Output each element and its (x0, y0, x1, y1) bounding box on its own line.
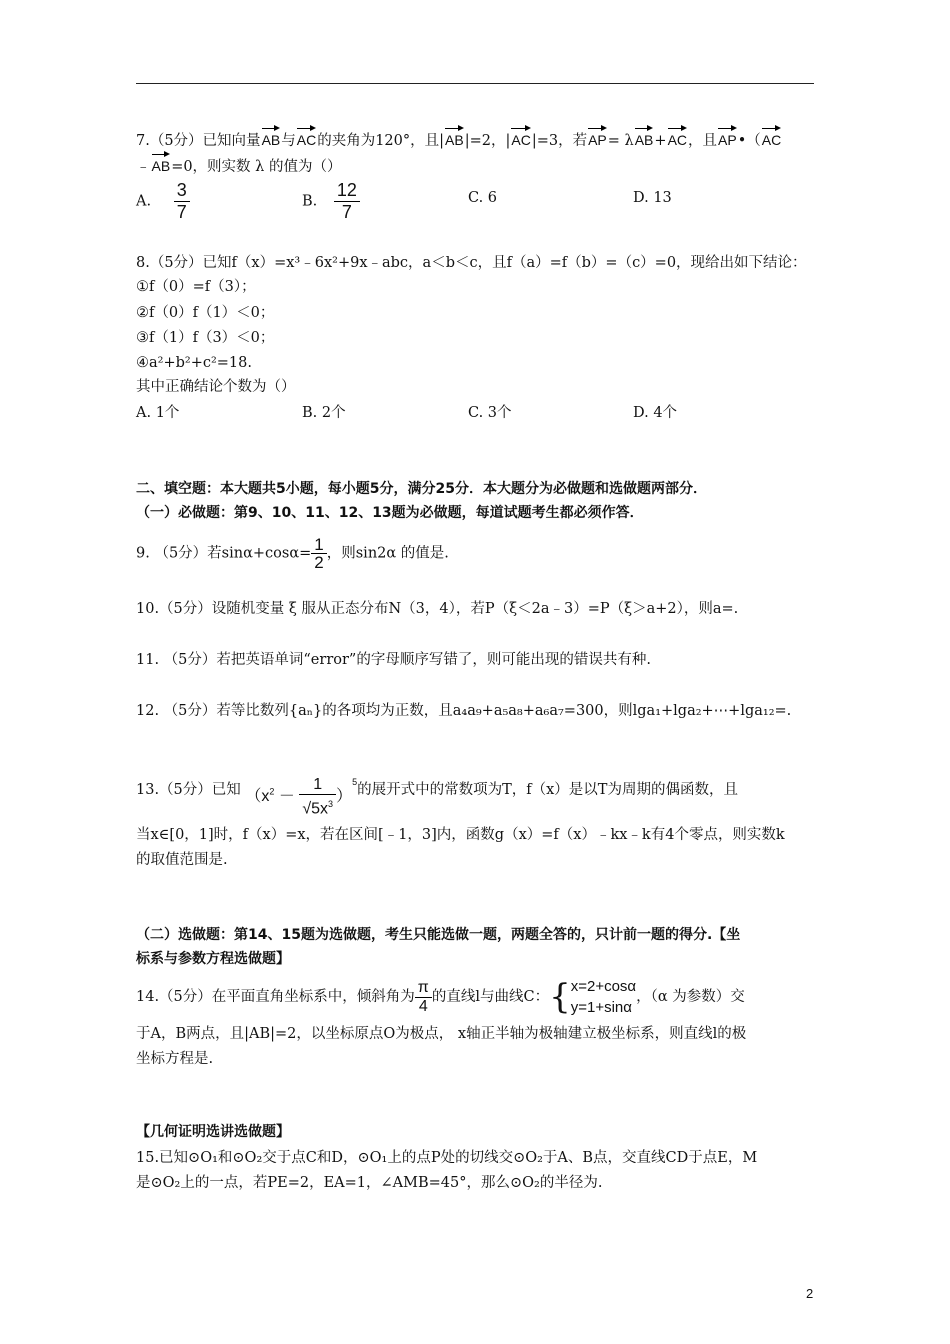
vector-ac: AC (762, 126, 781, 150)
vector-ap: AP (588, 126, 607, 150)
q8-option-c: C. 3个 (468, 405, 512, 421)
vector-ap: AP (718, 126, 737, 150)
vector-ac: AC (511, 126, 530, 150)
q7-option-d: D. 13 (633, 190, 672, 206)
expr-part: ） (336, 788, 353, 805)
exponent: 3 (328, 798, 334, 809)
q7-line2 (136, 152, 341, 177)
vector-ac: AC (297, 126, 316, 150)
q14-text: 的直线l与曲线C： (431, 989, 550, 1005)
q9-text: ，则sin2α 的值是. (326, 545, 449, 562)
q7-text: 的夹角为120°，且| (317, 133, 445, 149)
vector-ab: AB (262, 126, 281, 150)
q7-text: = λ (607, 133, 634, 149)
denominator (299, 795, 336, 818)
q9-text: 9. （5分）若sinα+cosα= (136, 545, 312, 562)
fraction (311, 536, 326, 571)
section-fill-in-title: 二、填空题：本大题共5小题，每小题5分，满分25分．本大题分为必做题和选做题两部分． (136, 481, 707, 497)
q13-line1 (136, 762, 738, 818)
q8-option-a: A. 1个 (136, 405, 180, 421)
q14-line1 (136, 974, 745, 1020)
q10: 10.（5分）设随机变量 ξ 服从正态分布N（3，4），若P（ξ＜2a﹣3）=P（ξ＞a+2），则a=. (136, 601, 739, 617)
numerator: 12 (334, 180, 360, 202)
q7-line1 (136, 126, 782, 151)
exponent: 5 (352, 777, 358, 787)
option-label: B. (302, 193, 318, 210)
denominator: 2 (314, 553, 324, 572)
denominator: 4 (418, 997, 428, 1015)
brace-symbol: { (549, 977, 571, 1017)
vector-ab: AB (635, 126, 654, 150)
q8-option-d: D. 4个 (633, 405, 678, 421)
q13-text: 的展开式中的常数项为T，f（x）是以T为周期的偶函数，且 (357, 781, 738, 798)
q7-option-a (136, 180, 190, 223)
header-rule (136, 83, 814, 84)
denominator-text: √5x (302, 799, 329, 817)
q7-option-c: C. 6 (468, 190, 498, 206)
q14-line2: 于A，B两点，且|AB|=2，以坐标原点O为极点， x轴正半轴为极轴建立极坐标系，则直线l的极 (136, 1026, 747, 1042)
fraction (334, 180, 360, 223)
vector-ac: AC (668, 126, 687, 150)
expr-part: （x (245, 788, 270, 805)
numerator: 1 (299, 776, 336, 795)
q9 (136, 536, 449, 571)
q8-statement-4: ④a²+b²+c²=18. (136, 355, 252, 371)
parametric-system (571, 976, 636, 1018)
q8-ask: 其中正确结论个数为（） (136, 379, 296, 395)
q15-line1: 15.已知⊙O₁和⊙O₂交于点C和D，⊙O₁上的点P处的切线交⊙O₂于A、B点，交直线CD于点E，M (136, 1150, 758, 1166)
q8-statement-1: ①f（0）=f（3）； (136, 279, 256, 295)
numerator: 3 (174, 180, 190, 202)
fraction (415, 979, 432, 1016)
q7-text: 7.（5分）已知向量 (136, 133, 261, 149)
section-optional-title: （二）选做题：第14、15题为选做题，考生只能选做一题，两题全答的，只计前一题的得分.【坐 (136, 927, 741, 943)
q8-statement-3: ③f（1）f（3）＜0； (136, 330, 275, 346)
q14-text: 14.（5分）在平面直角坐标系中，倾斜角为 (136, 989, 415, 1005)
exponent: 2 (269, 786, 275, 797)
q7-text: •（ (737, 133, 761, 149)
q8-option-b: B. 2个 (302, 405, 346, 421)
section-geometry-title: 【几何证明选讲选做题】 (136, 1124, 290, 1140)
q7-text: ，且 (688, 133, 718, 149)
q11: 11. （5分）若把英语单词“error”的字母顺序写错了，则可能出现的错误共有种. (136, 652, 651, 668)
q7-text: 与 (281, 133, 296, 149)
equation-x: x=2+cosα (570, 978, 637, 995)
numerator: π (415, 979, 432, 998)
q7-text: |=3，若 (531, 133, 588, 149)
q8-statement-2: ②f（0）f（1）＜0； (136, 305, 275, 321)
equation-y: y=1+sinα (570, 999, 632, 1016)
q8-stem: 8.（5分）已知f（x）=x³﹣6x²+9x﹣abc，a＜b＜c，且f（a）=f（b）=（c）=0，现给出如下结论： (136, 255, 807, 271)
page-number: 2 (806, 1286, 814, 1301)
fraction (299, 776, 336, 818)
q7-text: ﹣ (136, 159, 151, 175)
q15-line2: 是⊙O₂上的一点，若PE=2，EA=1，∠AMB=45°，那么⊙O₂的半径为. (136, 1175, 603, 1191)
q7-text: + (654, 133, 667, 149)
q14-text: ，（α 为参数）交 (636, 989, 745, 1005)
q12: 12. （5分）若等比数列{aₙ}的各项均为正数，且a₄a₉+a₅a₈+a₆a₇=300，则lga₁+lga₂+⋯+lga₁₂=. (136, 703, 792, 719)
q14-line3: 坐标方程是. (136, 1051, 214, 1067)
q13-line3: 的取值范围是. (136, 852, 228, 868)
vector-ab: AB (152, 152, 171, 176)
option-label: A. (136, 193, 152, 210)
q13-line2: 当x∈[0，1]时，f（x）=x，若在区间[﹣1，3]内，函数g（x）=f（x）﹣kx﹣k有4个零点，则实数k (136, 827, 785, 843)
numerator: 1 (311, 536, 326, 554)
denominator: 7 (341, 202, 352, 222)
q7-option-b (302, 180, 360, 223)
q7-text: |=2，| (464, 133, 511, 149)
q13-text: 13.（5分）已知 (136, 781, 241, 798)
binomial-expression (245, 762, 357, 818)
section-required-subtitle: （一）必做题：第9、10、11、12、13题为必做题，每道试题考生都必须作答． (136, 505, 644, 521)
section-optional-subtitle: 标系与参数方程选做题】 (136, 951, 290, 967)
denominator: 7 (176, 202, 187, 222)
q7-text: =0，则实数 λ 的值为（） (171, 159, 342, 175)
fraction (174, 180, 190, 223)
expr-part: － (278, 788, 295, 805)
vector-ab: AB (445, 126, 464, 150)
